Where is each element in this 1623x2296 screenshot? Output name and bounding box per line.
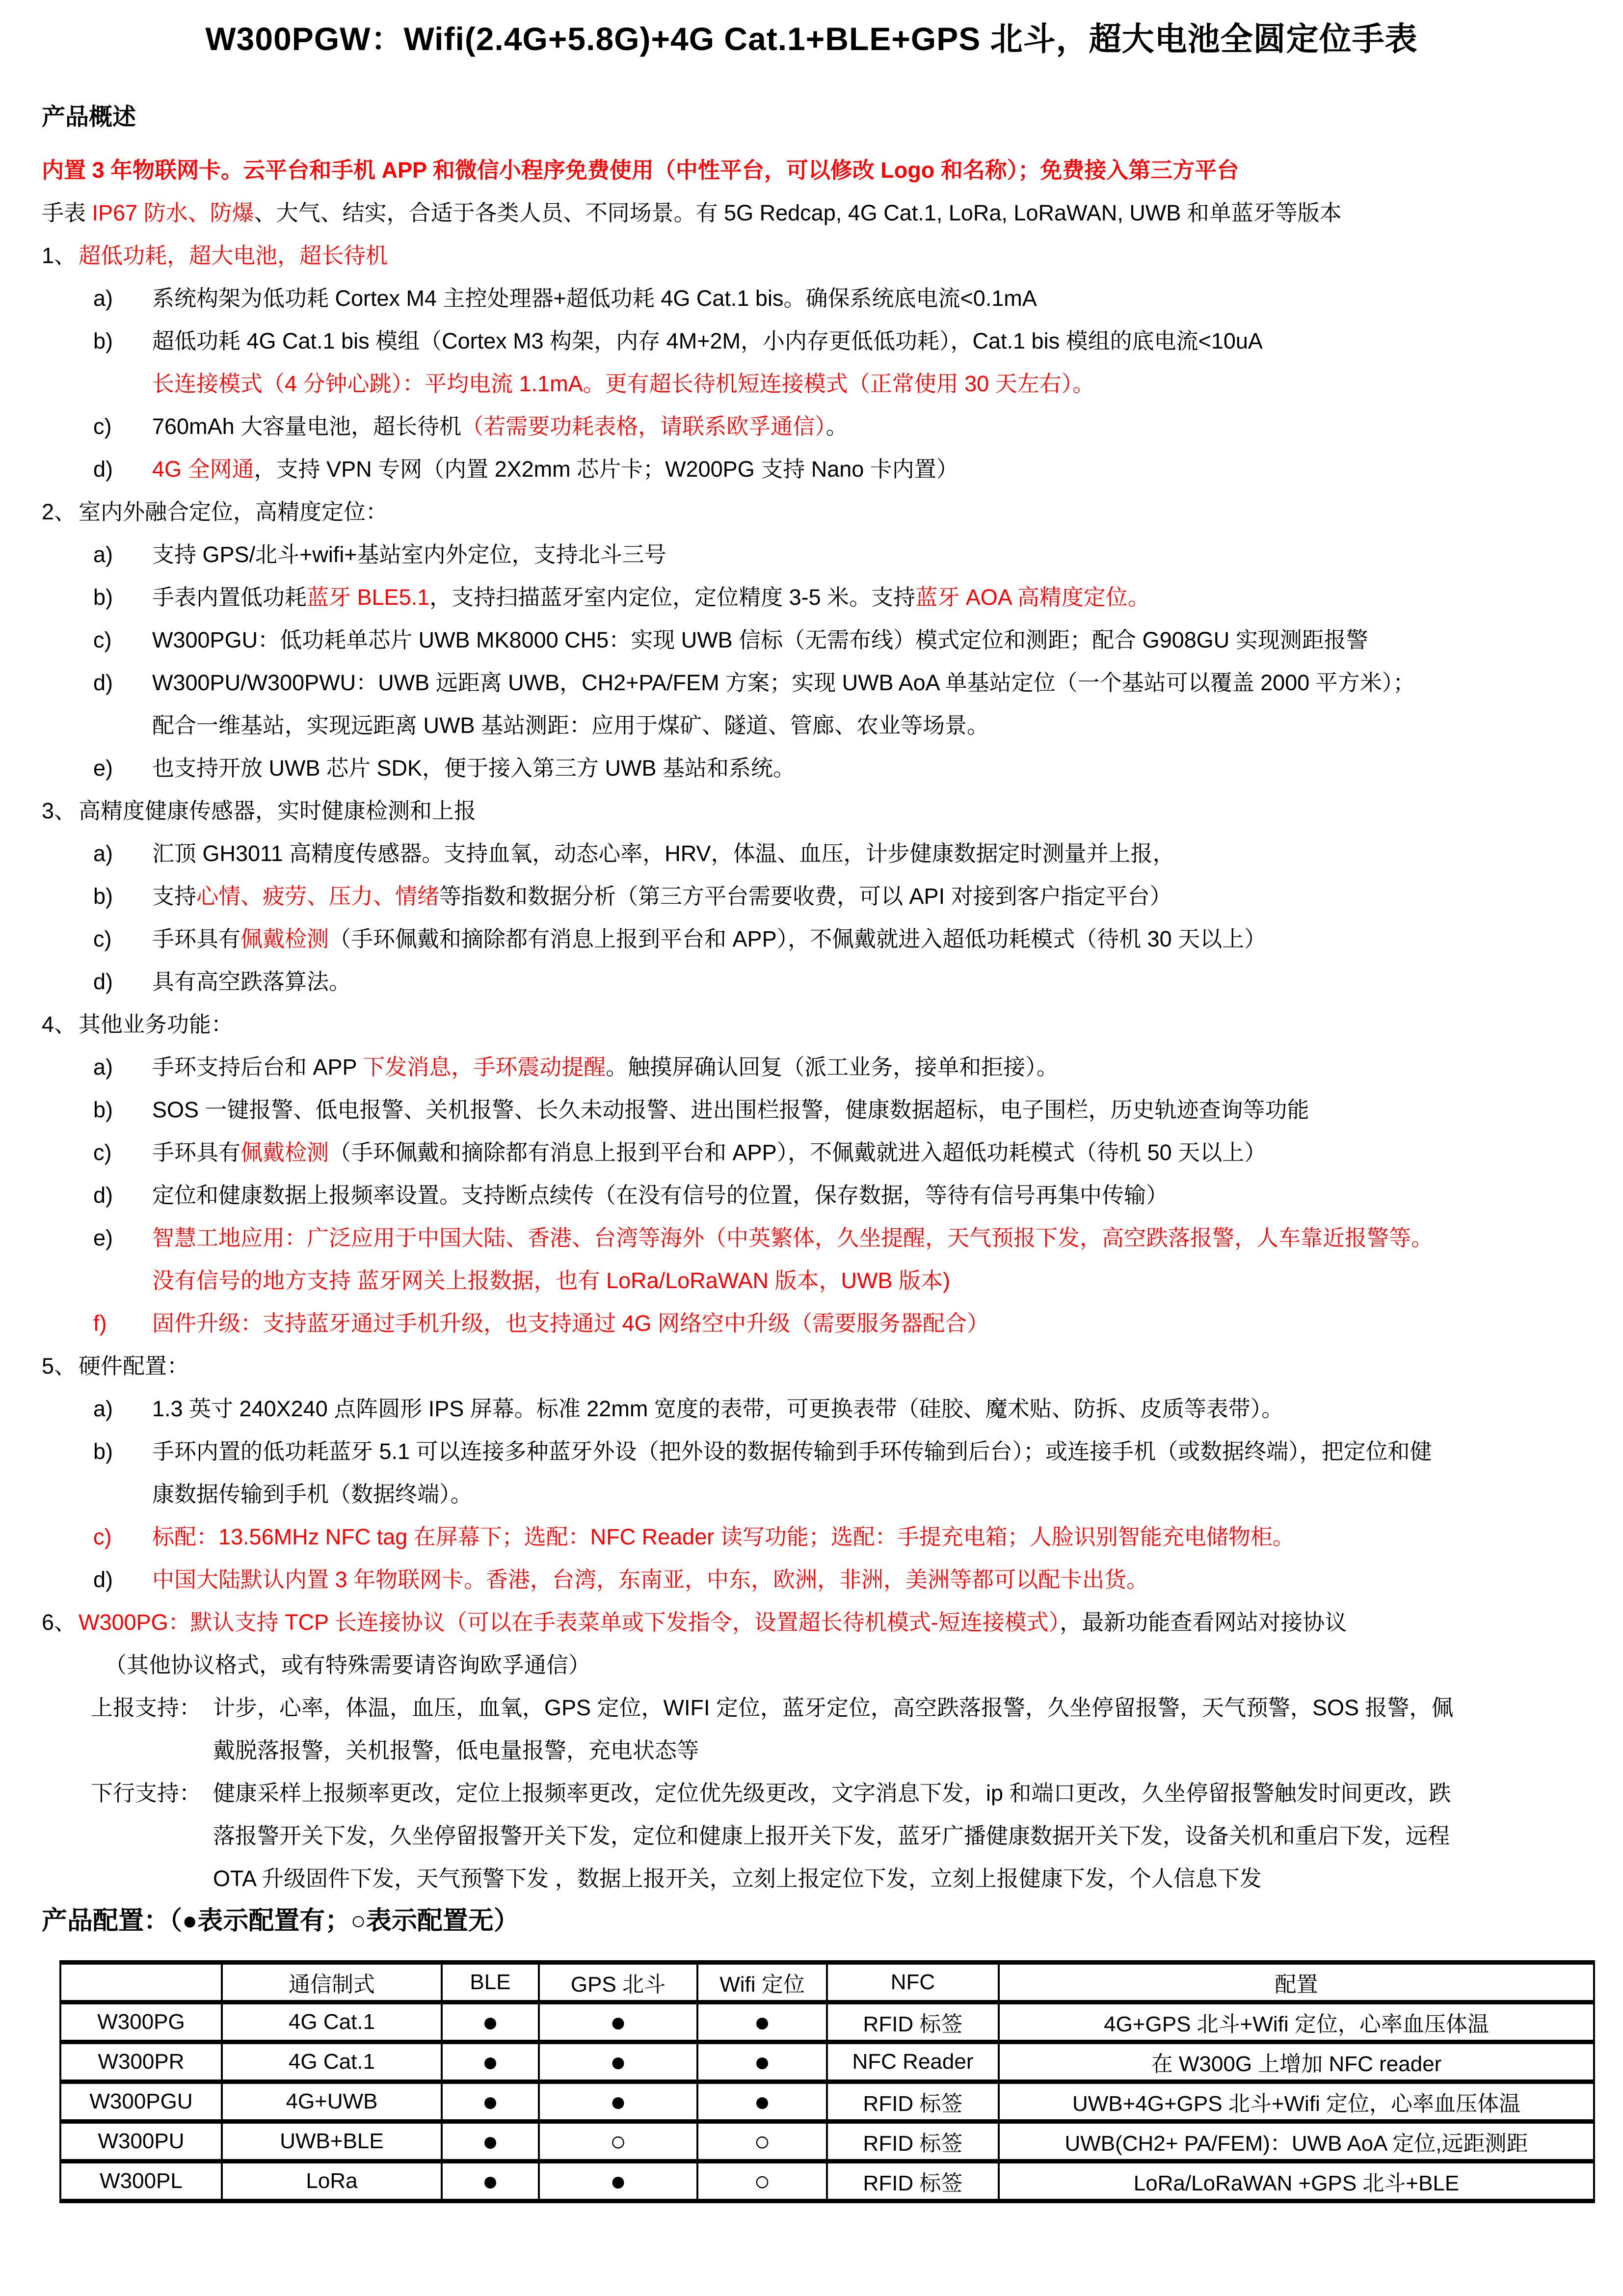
text-segment: 定位和健康数据上报频率设置。支持断点续传（在没有信号的位置，保存数据，等待有信号再集中传输）: [152, 1183, 1169, 1208]
list-marker: e): [93, 756, 113, 781]
column-header: GPS 北斗: [539, 1963, 697, 2002]
text-segment: 手表内置低功耗: [152, 585, 307, 610]
text-segment: 下发消息，手环震动提醒: [363, 1054, 606, 1080]
feature-filled-dot: ●: [442, 2082, 539, 2122]
table-cell: LoRa: [222, 2161, 442, 2201]
table-cell: 4G Cat.1: [222, 2042, 442, 2082]
table-cell: 4G+UWB: [222, 2082, 442, 2122]
text-segment: 长连接模式（4 分钟心跳）：平均电流 1.1mA。更有超长待机短连接模式（正常使用 30 天左右）。: [152, 371, 1095, 396]
text-segment: 手环具有: [152, 1140, 241, 1165]
list-marker: a): [93, 286, 113, 311]
downlink-support: [0, 1772, 1623, 1814]
text-segment: （若需要功耗表格，请联系欧孚通信）: [461, 414, 826, 439]
feature-filled-dot: ●: [539, 2082, 697, 2122]
text-segment: 超低功耗，超大电池，超长待机: [79, 243, 388, 268]
list-marker: c): [93, 926, 112, 951]
text-segment: W300PGU：低功耗单芯片 UWB MK8000 CH5：实现 UWB 信标（无需布线）模式定位和测距；配合 G908GU 实现测距报警: [152, 627, 1368, 652]
model-name-cell: W300PR: [60, 2042, 222, 2082]
feature-filled-dot: ●: [697, 2042, 827, 2082]
list-marker: a): [93, 1396, 113, 1421]
list-marker: a): [93, 542, 113, 567]
feature-hollow-dot: ○: [697, 2122, 827, 2161]
list-item: [0, 320, 1623, 362]
feature-filled-dot: ●: [697, 2082, 827, 2122]
text-segment: 配合一维基站，实现远距离 UWB 基站测距：应用于煤矿、隧道、管廊、农业等场景。: [152, 713, 989, 738]
list-item: [0, 1430, 1623, 1473]
feature-filled-dot: ●: [539, 2002, 697, 2042]
text-segment: 手环支持后台和 APP: [152, 1054, 363, 1080]
list-marker: c): [93, 1524, 112, 1549]
text-segment: 超低功耗 4G Cat.1 bis 模组（Cortex M3 构架，内存 4M+2M，小内存更低低功耗），Cat.1 bis 模组的底电流<10uA: [152, 328, 1263, 353]
list-marker: a): [93, 1054, 113, 1080]
text-segment: 蓝牙 BLE5.1: [307, 585, 430, 610]
text-segment: 计步，心率，体温，血压，血氧，GPS 定位，WIFI 定位，蓝牙定位，高空跌落报警，久坐停留报警，天气预警，SOS 报警，佩: [213, 1695, 1454, 1720]
text-segment: SOS 一键报警、低电报警、关机报警、长久未动报警、进出围栏报警，健康数据超标，电子围栏，历史轨迹查询等功能: [152, 1097, 1309, 1122]
text-segment: 佩戴检测: [240, 1140, 329, 1165]
feature-hollow-dot: ○: [539, 2122, 697, 2161]
text-segment: （手环佩戴和摘除都有消息上报到平台和 APP），不佩戴就进入超低功耗模式（待机 50 天以上）: [329, 1140, 1267, 1165]
feature-filled-dot: ●: [442, 2161, 539, 2201]
column-header: Wifi 定位: [697, 1963, 827, 2002]
paragraph-line: [0, 1473, 1623, 1515]
text-segment: 等指数和数据分析（第三方平台需要收费，可以 API 对接到客户指定平台）: [439, 884, 1172, 909]
text-segment: 内置 3 年物联网卡。云平台和手机 APP 和微信小程序免费使用（中性平台，可以修改 Logo 和名称）；免费接入第三方平台: [42, 158, 1239, 183]
text-segment: 支持 GPS/北斗+wifi+基站室内外定位，支持北斗三号: [152, 542, 666, 567]
text-segment: （●表示配置有；○表示配置无）: [169, 1907, 519, 1935]
list-marker: a): [93, 841, 113, 866]
section-5: [0, 1345, 1623, 1387]
table-cell: NFC Reader: [827, 2042, 999, 2082]
text-segment: 佩戴检测: [240, 926, 329, 951]
list-marker: 1、: [42, 243, 77, 268]
intro-line: [0, 191, 1623, 234]
list-marker: c): [93, 1140, 112, 1165]
table-cell: RFID 标签: [827, 2122, 999, 2161]
text-segment: 4G 全网通: [152, 457, 254, 482]
list-marker: 3、: [42, 798, 77, 823]
model-name-cell: W300PL: [60, 2161, 222, 2201]
table-row: [60, 2082, 1594, 2122]
list-item: [0, 960, 1623, 1003]
text-segment: 汇顶 GH3011 高精度传感器。支持血氧，动态心率，HRV，体温、血压，计步健康数据定时测量并上报，: [152, 841, 1175, 866]
text-segment: 、大气、结实，合适于各类人员、不同场景。有 5G Redcap, 4G Cat.1, LoRa, LoRaWAN, UWB 和单蓝牙等版本: [254, 200, 1342, 225]
list-marker: b): [93, 328, 113, 353]
table-row: [60, 2122, 1594, 2161]
text-segment: 固件升级：支持蓝牙通过手机升级，也支持通过 4G 网络空中升级（需要服务器配合）: [152, 1311, 989, 1336]
list-marker: d): [93, 670, 113, 695]
list-marker: 4、: [42, 1012, 77, 1037]
text-segment: （手环佩戴和摘除都有消息上报到平台和 APP），不佩戴就进入超低功耗模式（待机 30 天以上）: [329, 926, 1267, 951]
list-item: [0, 832, 1623, 875]
text-segment: 。触摸屏确认回复（派工业务，接单和拒接）。: [606, 1054, 1059, 1080]
list-item: [0, 1302, 1623, 1345]
list-item: [0, 661, 1623, 704]
table-row: [60, 2161, 1594, 2201]
text-segment: 硬件配置：: [79, 1353, 189, 1378]
table-cell: RFID 标签: [827, 2082, 999, 2122]
text-segment: 康数据传输到手机（数据终端）。: [152, 1482, 473, 1507]
list-item: [0, 533, 1623, 576]
list-marker: b): [93, 884, 113, 909]
text-segment: 手环具有: [152, 926, 241, 951]
list-item: [0, 405, 1623, 448]
text-segment: 中国大陆默认内置 3 年物联网卡。香港，台湾，东南亚，中东，欧洲，非洲，美洲等都可以配卡出货。: [152, 1567, 1149, 1592]
paragraph-line: [0, 1857, 1623, 1900]
list-marker: c): [93, 414, 112, 439]
feature-filled-dot: ●: [539, 2042, 697, 2082]
list-marker: 2、: [42, 499, 77, 524]
text-segment: ，支持扫描蓝牙室内定位，定位精度 3-5 米。支持: [429, 585, 916, 610]
list-item: [0, 918, 1623, 960]
list-marker: e): [93, 1225, 113, 1250]
text-segment: 健康采样上报频率更改，定位上报频率更改，定位优先级更改，文字消息下发，ip 和端口更改，久坐停留报警触发时间更改，跌: [213, 1781, 1451, 1806]
config-table-head: [60, 1963, 1594, 2002]
text-segment: IP67 防水、防爆: [92, 200, 254, 225]
list-marker: b): [93, 585, 113, 610]
list-marker: 6、: [42, 1610, 77, 1635]
text-segment: 蓝牙 AOA 高精度定位。: [915, 585, 1150, 610]
list-item: [0, 1088, 1623, 1131]
text-segment: 标配：13.56MHz NFC tag 在屏幕下；选配：NFC Reader 读写功能；选配：手提充电箱；人脸识别智能充电储物柜。: [152, 1524, 1295, 1549]
section-6: [0, 1601, 1623, 1644]
list-marker: d): [93, 1567, 113, 1592]
table-cell: UWB+BLE: [222, 2122, 442, 2161]
feature-filled-dot: ●: [442, 2042, 539, 2082]
model-name-cell: W300PU: [60, 2122, 222, 2161]
document-title: W300PGW：Wifi(2.4G+5.8G)+4G Cat.1+BLE+GPS 北斗，超大电池全圆定位手表: [205, 21, 1418, 57]
table-cell: 4G Cat.1: [222, 2002, 442, 2042]
overview-heading: 产品概述: [42, 104, 136, 130]
list-item: [0, 619, 1623, 661]
feature-filled-dot: ●: [697, 2002, 827, 2042]
section-3: [0, 789, 1623, 832]
feature-hollow-dot: ○: [697, 2161, 827, 2201]
paragraph-line: [0, 362, 1623, 405]
model-name-cell: W300PG: [60, 2002, 222, 2042]
table-cell: UWB(CH2+ PA/FEM)：UWB AoA 定位,远距测距: [999, 2122, 1594, 2161]
list-item: [0, 1131, 1623, 1174]
list-marker: d): [93, 457, 113, 482]
table-row: [60, 2002, 1594, 2042]
section-4: [0, 1003, 1623, 1046]
column-header: NFC: [827, 1963, 999, 2002]
product-config-heading: [0, 1900, 1623, 1943]
text-segment: （其他协议格式，或有特殊需要请咨询欧孚通信）: [105, 1652, 591, 1677]
text-segment: 支持: [152, 884, 197, 909]
text-segment: 产品配置：: [42, 1907, 170, 1935]
list-item: [0, 1216, 1623, 1259]
table-cell: RFID 标签: [827, 2002, 999, 2042]
list-item: [0, 277, 1623, 320]
text-segment: 手表: [42, 200, 92, 225]
list-marker: 上报支持：: [91, 1695, 202, 1720]
column-header: BLE: [442, 1963, 539, 2002]
list-item: [0, 1558, 1623, 1601]
column-header: 配置: [999, 1963, 1594, 2002]
list-item: [0, 1515, 1623, 1558]
list-marker: f): [93, 1311, 107, 1336]
text-segment: 1.3 英寸 240X240 点阵圆形 IPS 屏幕。标准 22mm 宽度的表带，可更换表带（硅胶、魔术贴、防拆、皮质等表带）。: [152, 1396, 1284, 1421]
list-marker: c): [93, 627, 112, 652]
overview-body: [0, 149, 1623, 1943]
model-name-cell: W300PGU: [60, 2082, 222, 2122]
intro-highlight-line: [0, 149, 1623, 191]
paragraph-line: [0, 1729, 1623, 1772]
list-item: [0, 875, 1623, 918]
list-marker: 下行支持：: [91, 1781, 202, 1806]
text-segment: 没有信号的地方支持 蓝牙网关上报数据，也有 LoRa/LoRaWAN 版本，UWB 版本): [152, 1268, 950, 1293]
list-item: [0, 576, 1623, 619]
list-marker: d): [93, 1183, 113, 1208]
list-marker: 5、: [42, 1353, 77, 1378]
paragraph-line: [0, 1644, 1623, 1686]
feature-filled-dot: ●: [539, 2161, 697, 2201]
table-cell: RFID 标签: [827, 2161, 999, 2201]
column-header-blank: [60, 1963, 222, 2002]
list-marker: d): [93, 969, 113, 994]
product-config-table: [59, 1960, 1595, 2203]
text-segment: 戴脱落报警，关机报警，低电量报警，充电状态等: [213, 1738, 699, 1763]
text-segment: 高精度健康传感器，实时健康检测和上报: [79, 798, 477, 823]
text-segment: 也支持开放 UWB 芯片 SDK，便于接入第三方 UWB 基站和系统。: [152, 756, 796, 781]
text-segment: 智慧工地应用：广泛应用于中国大陆、香港、台湾等海外（中英繁体，久坐提醒，天气预报下发，高空跌落报警，人车靠近报警等。: [152, 1225, 1434, 1250]
text-segment: 手环内置的低功耗蓝牙 5.1 可以连接多种蓝牙外设（把外设的数据传输到手环传输到后台）；或连接手机（或数据终端），把定位和健: [152, 1439, 1432, 1464]
list-item: [0, 1174, 1623, 1216]
paragraph-line: [0, 1259, 1623, 1302]
list-item: [0, 1046, 1623, 1088]
section-1: [0, 234, 1623, 277]
table-header-row: [60, 1963, 1594, 2002]
feature-filled-dot: ●: [442, 2122, 539, 2161]
list-marker: b): [93, 1439, 113, 1464]
text-segment: ，最新功能查看网站对接协议: [1060, 1610, 1347, 1635]
table-cell: UWB+4G+GPS 北斗+Wifi 定位，心率血压体温: [999, 2082, 1594, 2122]
paragraph-line: [0, 1814, 1623, 1857]
column-header: 通信制式: [222, 1963, 442, 2002]
text-segment: W300PU/W300PWU：UWB 远距离 UWB，CH2+PA/FEM 方案；实现 UWB AoA 单基站定位（一个基站可以覆盖 2000 平方米）；: [152, 670, 1415, 695]
feature-filled-dot: ●: [442, 2002, 539, 2042]
text-segment: 760mAh 大容量电池，超长待机: [152, 414, 462, 439]
list-item: [0, 448, 1623, 490]
text-segment: W300PG：默认支持 TCP 长连接协议（可以在手表菜单或下发指令，设置超长待机模式-短连接模式）: [79, 1610, 1060, 1635]
text-segment: 具有高空跌落算法。: [152, 969, 351, 994]
table-row: [60, 2042, 1594, 2082]
config-table-body: [60, 2002, 1594, 2201]
text-segment: 心情、疲劳、压力、情绪: [196, 884, 440, 909]
list-marker: b): [93, 1097, 113, 1122]
text-segment: 落报警开关下发，久坐停留报警开关下发，定位和健康上报开关下发，蓝牙广播健康数据开关下发，设备关机和重启下发，远程: [213, 1823, 1450, 1848]
table-cell: 4G+GPS 北斗+Wifi 定位，心率血压体温: [999, 2002, 1594, 2042]
table-cell: 在 W300G 上增加 NFC reader: [999, 2042, 1594, 2082]
uplink-support: [0, 1686, 1623, 1729]
text-segment: ，支持 VPN 专网（内置 2X2mm 芯片卡；W200PG 支持 Nano 卡内置）: [254, 457, 958, 482]
text-segment: OTA 升级固件下发，天气预警下发 ，数据上报开关，立刻上报定位下发，立刻上报健康下发，个人信息下发: [213, 1866, 1262, 1891]
list-item: [0, 747, 1623, 789]
list-item: [0, 1387, 1623, 1430]
text-segment: 其他业务功能：: [79, 1012, 234, 1037]
text-segment: 室内外融合定位，高精度定位：: [79, 499, 388, 524]
paragraph-line: [0, 704, 1623, 747]
text-segment: 。: [825, 414, 848, 439]
text-segment: 系统构架为低功耗 Cortex M4 主控处理器+超低功耗 4G Cat.1 bis。确保系统底电流<0.1mA: [152, 286, 1037, 311]
section-2: [0, 490, 1623, 533]
table-cell: LoRa/LoRaWAN +GPS 北斗+BLE: [999, 2161, 1594, 2201]
